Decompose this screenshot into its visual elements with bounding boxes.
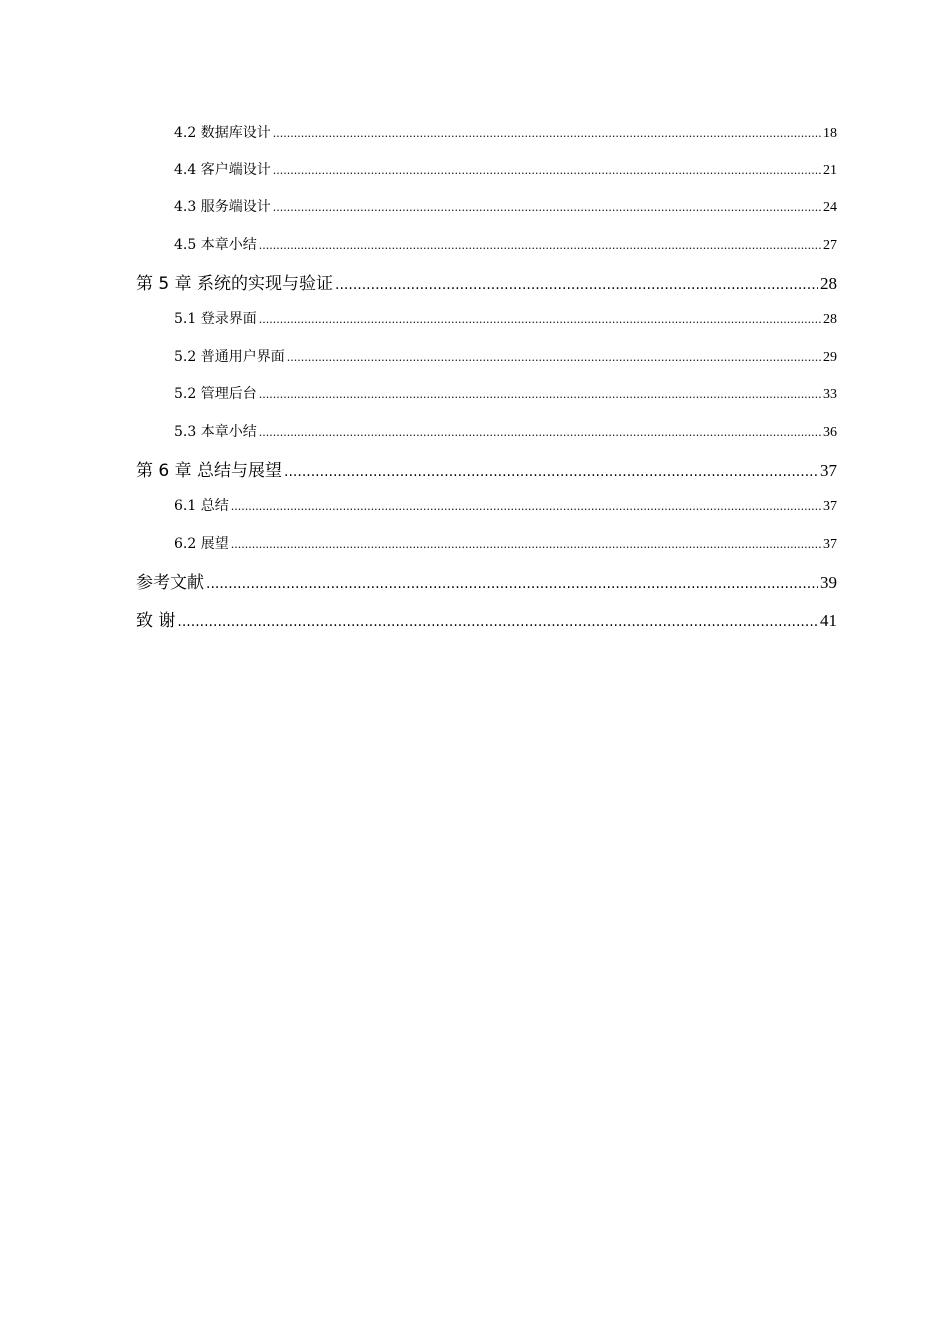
dot-leader — [273, 201, 821, 214]
toc-entry[interactable] — [174, 196, 837, 216]
toc-page-number: 18 — [823, 126, 837, 141]
toc-chapter-entry[interactable] — [136, 269, 837, 294]
toc-entry-label: 5.1 登录界面 — [174, 311, 257, 327]
toc-page-number: 24 — [823, 200, 837, 215]
dot-leader — [273, 127, 821, 140]
toc-entry-label: 4.3 服务端设计 — [174, 199, 271, 215]
toc-page-number: 21 — [823, 163, 837, 178]
toc-entry-label: 6.1 总结 — [174, 498, 229, 514]
toc-entry[interactable] — [174, 234, 837, 254]
toc-entry-label: 5.2 普通用户界面 — [174, 349, 285, 365]
dot-leader — [273, 164, 821, 177]
toc-entry-label: 5.2 管理后台 — [174, 386, 257, 402]
toc-page-number: 27 — [823, 238, 837, 253]
toc-chapter-label: 第 6 章 总结与展望 — [136, 461, 283, 481]
toc-page-number: 37 — [823, 499, 837, 514]
dot-leader — [231, 538, 821, 551]
toc-page-number: 37 — [823, 537, 837, 552]
toc-chapter-label: 第 5 章 系统的实现与验证 — [136, 274, 334, 294]
toc-entry[interactable] — [174, 308, 837, 328]
dot-leader — [177, 614, 818, 630]
toc-entry[interactable] — [174, 421, 837, 441]
toc-page-number: 36 — [823, 425, 837, 440]
dot-leader — [335, 277, 818, 293]
toc-entry[interactable] — [174, 122, 837, 142]
toc-page-number: 29 — [823, 350, 837, 365]
toc-entry[interactable] — [174, 159, 837, 179]
toc-page-number: 28 — [823, 312, 837, 327]
dot-leader — [259, 239, 821, 252]
dot-leader — [206, 576, 818, 592]
toc-chapter-label: 致 谢 — [136, 611, 176, 631]
toc-page-number: 37 — [820, 461, 837, 480]
dot-leader — [287, 351, 821, 364]
toc-entry-label: 4.4 客户端设计 — [174, 162, 271, 178]
toc-entry[interactable] — [174, 533, 837, 553]
toc-entry[interactable] — [174, 383, 837, 403]
toc-chapter-entry[interactable] — [136, 568, 837, 593]
toc-chapter-entry[interactable] — [136, 606, 837, 631]
dot-leader — [259, 388, 821, 401]
toc-chapter-label: 参考文献 — [136, 573, 204, 593]
toc-page-number: 39 — [820, 573, 837, 592]
toc-chapter-entry[interactable] — [136, 456, 837, 481]
toc-entry-label: 6.2 展望 — [174, 536, 229, 552]
toc-entry[interactable] — [174, 495, 837, 515]
toc-page-number: 41 — [820, 611, 837, 630]
toc-entry-label: 5.3 本章小结 — [174, 424, 257, 440]
dot-leader — [231, 500, 821, 513]
toc-entry-label: 4.2 数据库设计 — [174, 125, 271, 141]
toc-entry[interactable] — [174, 346, 837, 366]
dot-leader — [259, 426, 821, 439]
toc-page-number: 33 — [823, 387, 837, 402]
dot-leader — [259, 313, 821, 326]
toc-entry-label: 4.5 本章小结 — [174, 237, 257, 253]
toc-page-number: 28 — [820, 274, 837, 293]
dot-leader — [284, 464, 818, 480]
